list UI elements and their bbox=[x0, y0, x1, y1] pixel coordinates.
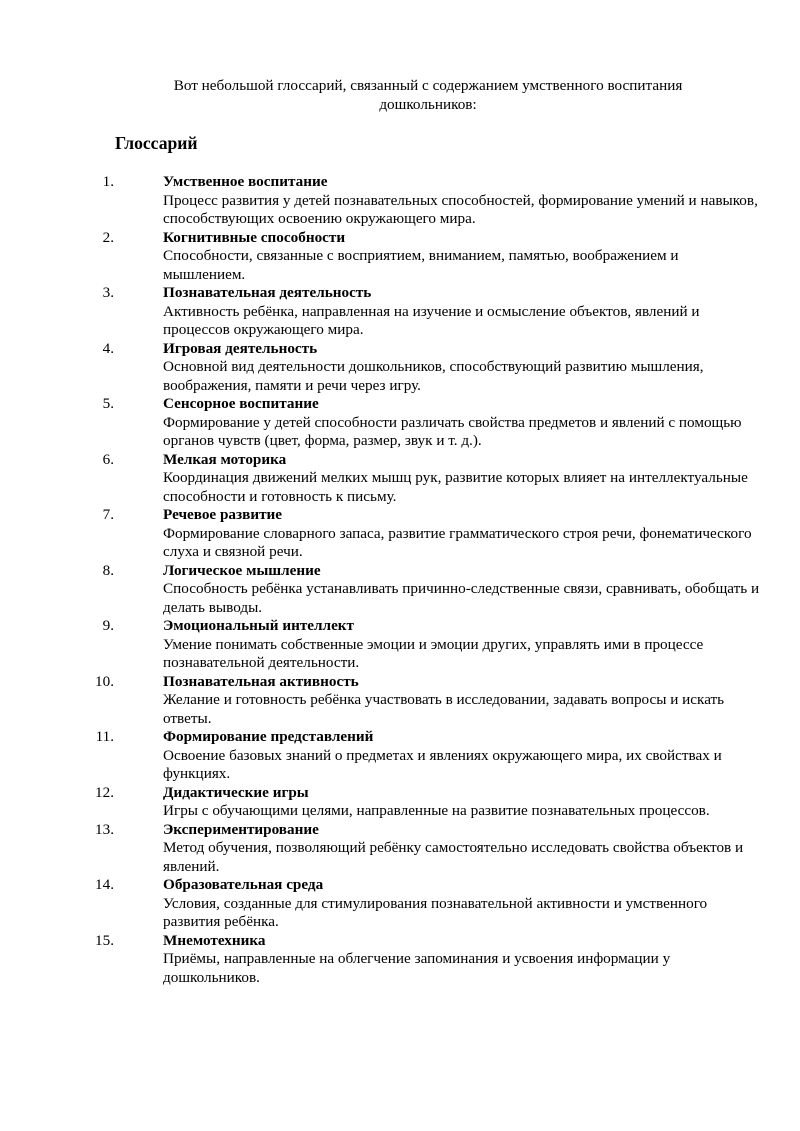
entry-number: 1. bbox=[102, 173, 114, 190]
entry-number: 2. bbox=[102, 228, 114, 246]
entry-definition: Освоение базовых знаний о предметах и явлениях окружающего мира, их свойствах и функциях. bbox=[163, 746, 722, 782]
entry-definition: Желание и готовность ребёнка участвовать в исследовании, задавать вопросы и искать ответы. bbox=[163, 691, 725, 727]
entry-definition: Приёмы, направленные на облегчение запоминания и усвоения информации у дошкольников. bbox=[163, 950, 671, 986]
entry-number: 6. bbox=[102, 450, 114, 468]
entry-definition: Формирование словарного запаса, развитие грамматического строя речи, фонематического слуха и связной речи. bbox=[163, 524, 752, 560]
entry-number: 14. bbox=[95, 876, 114, 893]
glossary-entry bbox=[0, 506, 763, 562]
entry-term: Формирование представлений bbox=[163, 728, 374, 745]
entry-number: 10. bbox=[95, 672, 114, 690]
glossary-entry bbox=[0, 284, 763, 340]
glossary-entry bbox=[0, 821, 763, 877]
entry-number: 12. bbox=[95, 783, 114, 801]
entry-term: Мелкая моторика bbox=[163, 450, 287, 468]
intro-text: Вот небольшой глоссарий, связанный с содержанием умственного воспитания дошкольников: bbox=[173, 77, 683, 113]
entry-number: 3. bbox=[102, 284, 114, 301]
entry-definition: Основной вид деятельности дошкольников, способствующий развитию мышления, воображения, памяти и речи через игру. bbox=[163, 358, 704, 394]
glossary-heading: Глоссарий bbox=[115, 133, 198, 153]
glossary-entry bbox=[0, 562, 763, 618]
entry-term: Образовательная среда bbox=[163, 876, 324, 893]
entry-term: Умственное воспитание bbox=[163, 173, 328, 190]
glossary-entry bbox=[0, 451, 763, 507]
entry-term: Эмоциональный интеллект bbox=[163, 617, 355, 634]
entry-definition: Игры с обучающими целями, направленные на развитие познавательных процессов. bbox=[163, 802, 710, 819]
glossary-entry bbox=[0, 728, 763, 784]
entry-definition: Способность ребёнка устанавливать причинно-следственные связи, сравнивать, обобщать и делать выводы. bbox=[163, 580, 760, 616]
entry-definition: Формирование у детей способности различать свойства предметов и явлений с помощью органов чувств (цвет, форма, размер, звук и т. д.). bbox=[163, 413, 742, 449]
entry-term: Дидактические игры bbox=[163, 783, 309, 801]
glossary-entry bbox=[0, 784, 763, 821]
entry-number: 15. bbox=[95, 931, 114, 949]
entry-term: Познавательная деятельность bbox=[163, 284, 372, 301]
glossary-entry bbox=[0, 617, 763, 673]
entry-term: Когнитивные способности bbox=[163, 228, 346, 246]
glossary-entry bbox=[0, 229, 763, 285]
entry-term: Мнемотехника bbox=[163, 931, 266, 949]
entry-number: 8. bbox=[102, 561, 114, 579]
entry-number: 4. bbox=[102, 339, 114, 357]
entry-definition: Процесс развития у детей познавательных способностей, формирование умений и навыков, способствующих освоению окружающего мира. bbox=[163, 191, 758, 227]
entry-number: 11. bbox=[95, 728, 114, 745]
entry-definition: Способности, связанные с восприятием, вниманием, памятью, воображением и мышлением. bbox=[163, 247, 679, 283]
entry-number: 7. bbox=[102, 506, 114, 523]
glossary-entry bbox=[0, 932, 763, 988]
glossary-list bbox=[0, 173, 800, 987]
glossary-entry bbox=[0, 673, 763, 729]
entry-term: Экспериментирование bbox=[163, 820, 319, 838]
entry-term: Логическое мышление bbox=[163, 561, 321, 579]
entry-term: Речевое развитие bbox=[163, 506, 283, 523]
entry-definition: Активность ребёнка, направленная на изучение и осмысление объектов, явлений и процессов окружающего мира. bbox=[163, 302, 700, 338]
entry-term: Игровая деятельность bbox=[163, 339, 318, 357]
glossary-entry bbox=[0, 173, 763, 229]
entry-number: 13. bbox=[95, 820, 114, 838]
entry-term: Познавательная активность bbox=[163, 672, 359, 690]
entry-number: 9. bbox=[102, 617, 114, 634]
entry-number: 5. bbox=[102, 395, 114, 412]
entry-definition: Метод обучения, позволяющий ребёнку самостоятельно исследовать свойства объектов и явлений. bbox=[163, 839, 744, 875]
glossary-entry bbox=[0, 876, 763, 932]
entry-term: Сенсорное воспитание bbox=[163, 395, 319, 412]
entry-definition: Условия, созданные для стимулирования познавательной активности и умственного развития ребёнка. bbox=[163, 894, 708, 930]
entry-definition: Координация движений мелких мышц рук, развитие которых влияет на интеллектуальные способности и готовность к письму. bbox=[163, 469, 748, 505]
entry-definition: Умение понимать собственные эмоции и эмоции других, управлять ими в процессе познавательной деятельности. bbox=[163, 635, 704, 671]
glossary-entry bbox=[0, 340, 763, 396]
glossary-entry bbox=[0, 395, 763, 451]
